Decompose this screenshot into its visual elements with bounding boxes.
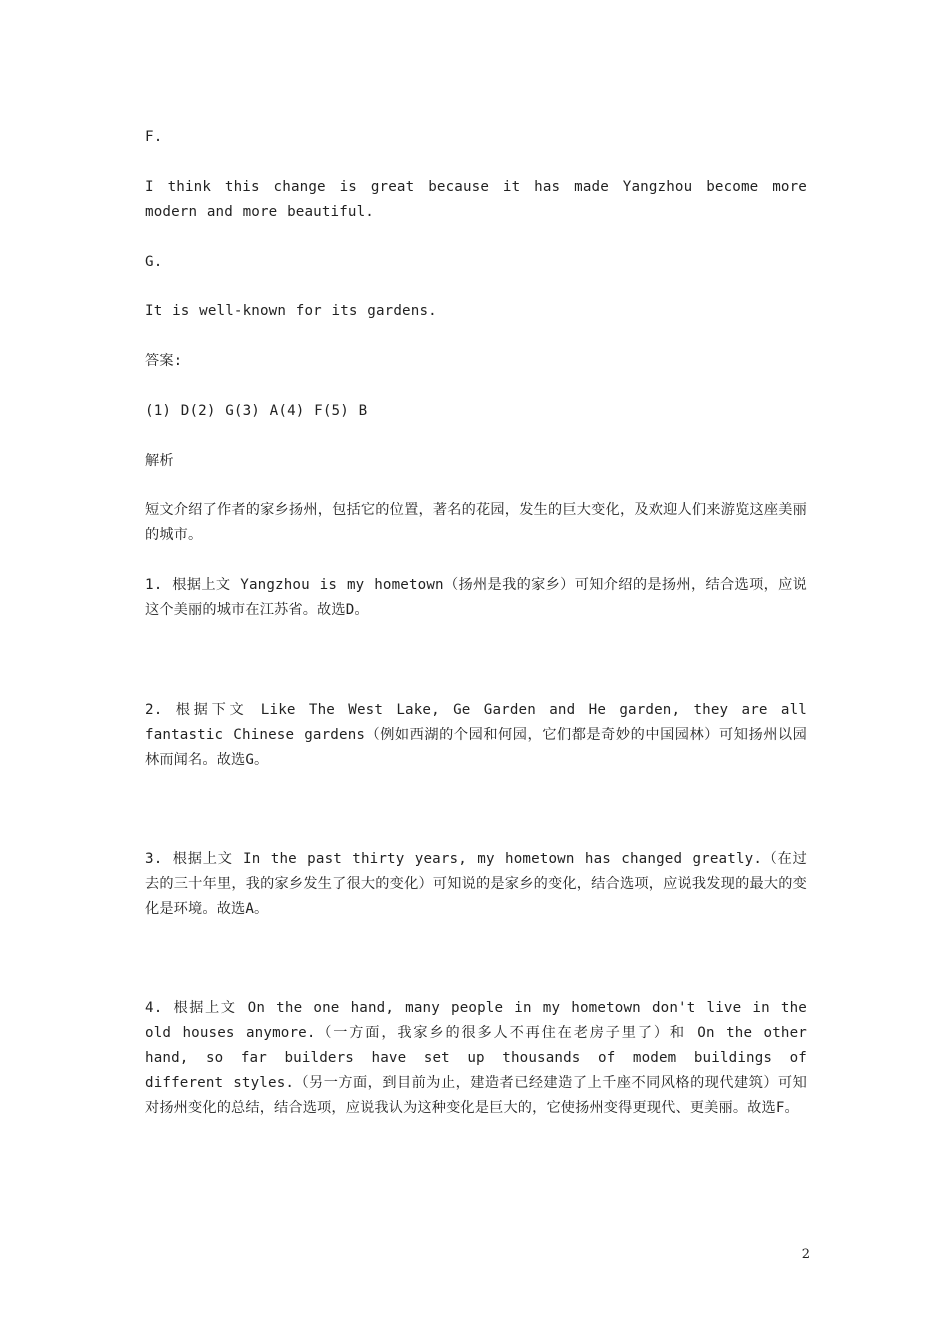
explanation-1: 1. 根据上文 Yangzhou is my hometown（扬州是我的家乡）可知介绍的是扬州，结合选项，应说这个美丽的城市在江苏省。故选D。 bbox=[145, 577, 807, 618]
option-f-label: F. bbox=[145, 129, 163, 145]
analysis-heading: 解析 bbox=[145, 453, 174, 469]
option-f-text: I think this change is great because it has made Yangzhou become more modern and more beautiful. bbox=[145, 179, 807, 220]
explanation-3: 3. 根据上文 In the past thirty years, my hometown has changed greatly.（在过去的三十年里，我的家乡发生了很大的变化）可知说的是家乡的变化，结合选项，应说我发现的最大的变化是环境。故选A。 bbox=[145, 851, 807, 917]
page-number: 2 bbox=[801, 1247, 810, 1262]
option-g-text: It is well-known for its gardens. bbox=[145, 303, 437, 319]
analysis-summary: 短文介绍了作者的家乡扬州，包括它的位置，著名的花园，发生的巨大变化，及欢迎人们来游览这座美丽的城市。 bbox=[145, 502, 807, 543]
explanation-4: 4. 根据上文 On the one hand, many people in my hometown don't live in the old houses anymore.（一方面，我家乡的很多人不再住在老房子里了）和 On the other hand, so far builders have set up thousands of modem buildings of different styles.（另一方面，到目前为止，建造者已经建造了上千座不同风格的现代建筑）可知对扬州变化的总结，结合选项，应说我认为这种变化是巨大的，它使扬州变得更现代、更美丽。故选F。 bbox=[145, 1000, 807, 1116]
option-g-label: G. bbox=[145, 254, 163, 270]
explanation-2: 2. 根据下文 Like The West Lake, Ge Garden and He garden, they are all fantastic Chinese gardens（例如西湖的个园和何园，它们都是奇妙的中国园林）可知扬州以园林而闻名。故选G。 bbox=[145, 702, 807, 768]
answer-heading: 答案: bbox=[145, 353, 183, 369]
answer-key: (1) D(2) G(3) A(4) F(5) B bbox=[145, 403, 368, 419]
